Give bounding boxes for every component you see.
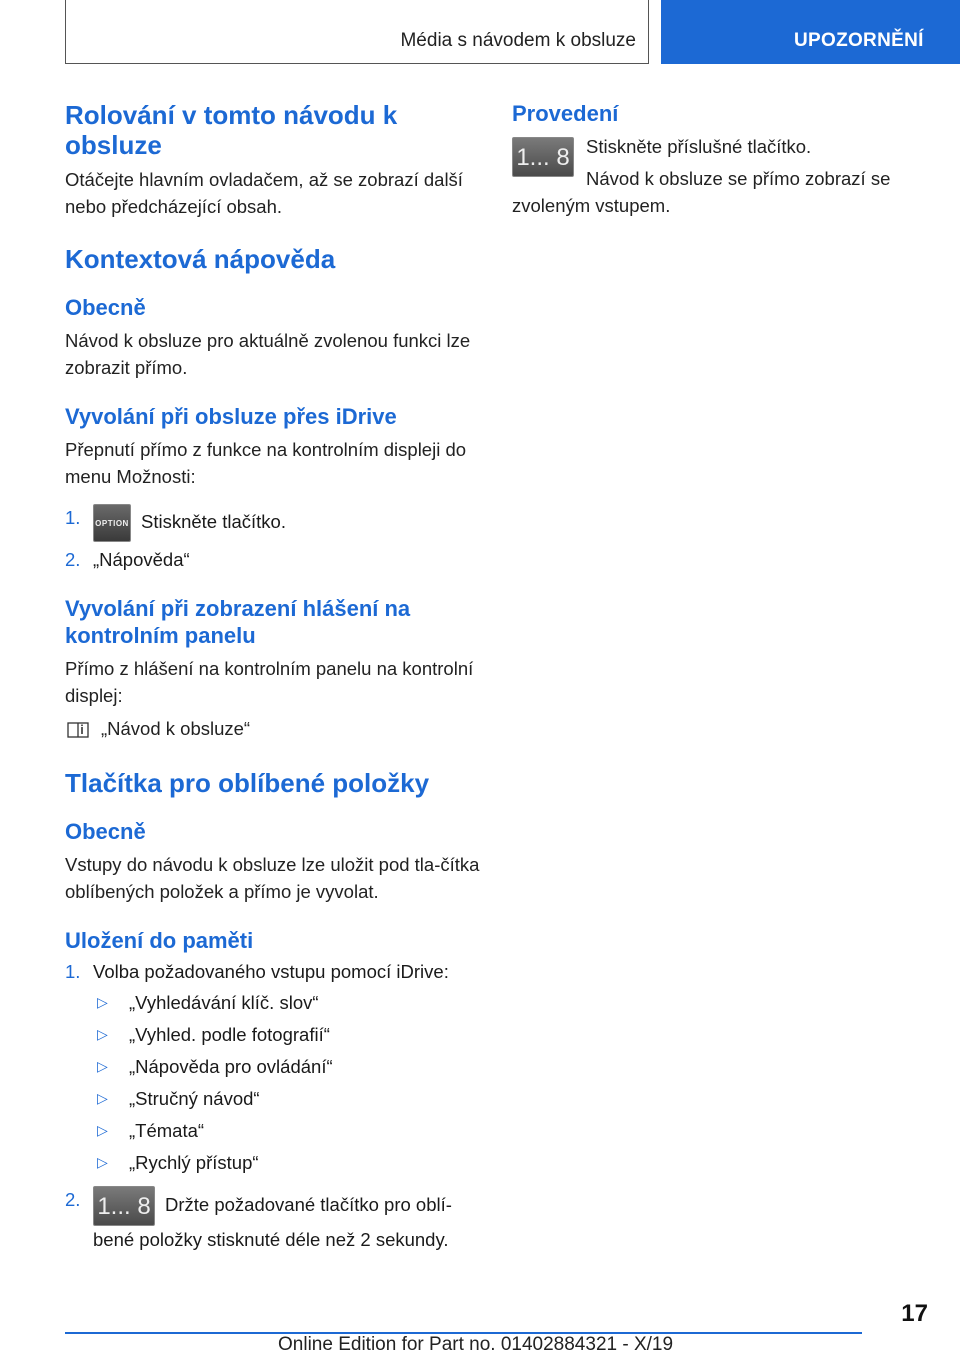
- favorite-button-icon: 1... 8: [93, 1186, 155, 1226]
- step-number: 2.: [65, 549, 81, 570]
- list-item: [65, 958, 480, 1176]
- page-number: 17: [901, 1300, 928, 1327]
- footer-text: Online Edition for Part no. 01402884321 - X/19: [278, 1334, 674, 1355]
- subsection-title-save: Uložení do paměti: [65, 928, 254, 953]
- option-list: [93, 989, 480, 1176]
- paragraph-favorites: Vstupy do návodu k obsluze lze uložit pod tla-čítka oblíbených položek a přímo je vyvolat.: [65, 854, 480, 902]
- section-title-favorites: Tlačítka pro oblíbené položky: [65, 768, 430, 798]
- manual-item: [65, 715, 480, 742]
- triangle-icon: ▷: [97, 1090, 108, 1106]
- paragraph-idrive: Přepnutí přímo z funkce na kontrolním displeji do menu Možnosti:: [65, 439, 467, 487]
- option-item: ▷ „Rychlý přístup“: [93, 1149, 480, 1176]
- header-tab-label: UPOZORNĚNÍ: [794, 30, 924, 51]
- subsection-title-control-panel: Vyvolání při zobrazení hlášení na kontrolním panelu: [65, 596, 411, 648]
- section-title-context-help: Kontextová nápověda: [65, 244, 336, 274]
- option-item: ▷ „Témata“: [93, 1117, 480, 1144]
- step-text: Držte požadované tlačítko pro oblí-bené položky stisknuté déle než 2 sekundy.: [93, 1193, 452, 1250]
- header-title: Média s návodem k obsluze: [400, 30, 636, 51]
- option-button-icon: OPTION: [93, 504, 131, 542]
- favorite-button-icon: 1... 8: [512, 137, 574, 177]
- subsection-title-idrive: Vyvolání při obsluze přes iDrive: [65, 404, 397, 429]
- book-icon: [67, 721, 89, 739]
- header-frame: [65, 0, 649, 64]
- triangle-icon: ▷: [97, 1154, 108, 1170]
- manual-item-text: „Návod k obsluze“: [101, 718, 251, 739]
- triangle-icon: ▷: [97, 1026, 108, 1042]
- paragraph-general: Návod k obsluze pro aktuálně zvolenou funkci lze zobrazit přímo.: [65, 330, 471, 378]
- triangle-icon: ▷: [97, 994, 108, 1010]
- step-number: 1.: [65, 961, 81, 982]
- execution-step: [512, 133, 912, 219]
- execution-line-1: Stiskněte příslušné tlačítko.: [586, 136, 812, 157]
- option-item: ▷ „Vyhled. podle fotografií“: [93, 1021, 480, 1048]
- execution-line-2: Návod k obsluze se přímo zobrazí se zvoleným vstupem.: [512, 168, 891, 216]
- list-item: [65, 546, 480, 573]
- option-item: ▷ „Vyhledávání klíč. slov“: [93, 989, 480, 1016]
- step-text: „Nápověda“: [93, 549, 190, 570]
- triangle-icon: ▷: [97, 1122, 108, 1138]
- option-item: ▷ „Stručný návod“: [93, 1085, 480, 1112]
- step-text: Volba požadovaného vstupu pomocí iDrive:: [93, 961, 449, 982]
- list-item: [65, 504, 480, 542]
- option-item: ▷ „Nápověda pro ovládání“: [93, 1053, 480, 1080]
- step-number: 2.: [65, 1189, 81, 1210]
- triangle-icon: ▷: [97, 1058, 108, 1074]
- idrive-steps: [65, 504, 480, 573]
- right-column: [512, 100, 912, 219]
- paragraph-control-panel: Přímo z hlášení na kontrolním panelu na kontrolní displej:: [65, 658, 474, 706]
- subsection-title-general-2: Obecně: [65, 819, 146, 844]
- section-title-execution: Provedení: [512, 101, 619, 126]
- left-column: [65, 100, 480, 1257]
- save-steps: [65, 958, 480, 1253]
- subsection-title-general: Obecně: [65, 295, 146, 320]
- header-tab[interactable]: [661, 0, 960, 64]
- section-title-scrolling: Rolování v tomto návodu k obsluze: [65, 100, 398, 160]
- step-text: Stiskněte tlačítko.: [141, 510, 286, 532]
- step-number: 1.: [65, 507, 81, 528]
- list-item: [65, 1186, 480, 1253]
- paragraph-scrolling: Otáčejte hlavním ovladačem, až se zobrazí další nebo předcházející obsah.: [65, 169, 463, 217]
